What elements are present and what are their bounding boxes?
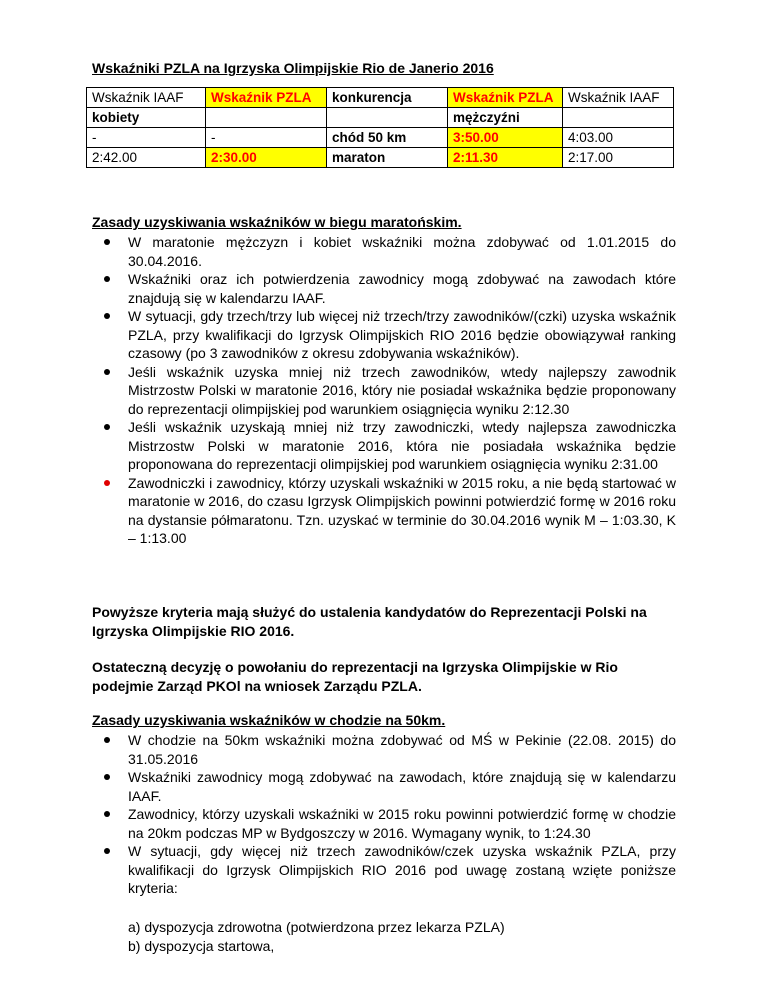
list-item <box>92 307 676 363</box>
gender-women: kobiety <box>87 108 206 128</box>
header-pzla-men: Wskaźnik PZLA <box>448 88 563 108</box>
header-iaaf-men: Wskaźnik IAAF <box>563 88 674 108</box>
page-title: Wskaźniki PZLA na Igrzyska Olimpijskie Rio de Janerio 2016 <box>92 60 494 76</box>
sub-item-form: b) dyspozycja startowa, <box>128 938 275 954</box>
table-cell-pzla-men: 3:50.00 <box>448 128 563 148</box>
bullet-icon <box>104 239 110 245</box>
walk-rules-list <box>92 731 676 898</box>
header-event: konkurencja <box>327 88 448 108</box>
list-item <box>92 842 676 898</box>
bullet-icon <box>104 774 110 780</box>
list-item <box>92 805 676 842</box>
bullet-icon <box>104 480 110 486</box>
marathon-heading: Zasady uzyskiwania wskaźników w biegu maratońskim. <box>92 214 462 230</box>
table-cell-pzla-women: 2:30.00 <box>206 148 327 168</box>
marathon-rules-list <box>92 233 676 548</box>
table-row <box>87 128 674 148</box>
list-item-text: Zawodnicy, którzy uzyskali wskaźniki w 2015 roku powinni potwierdzić formę w chodzie na 20km podczas MP w Bydgoszczy w 2016. Wymagany wynik, to 1:24.30 <box>128 806 676 841</box>
header-pzla-women: Wskaźnik PZLA <box>206 88 327 108</box>
bullet-icon <box>104 848 110 854</box>
sub-item-health: a) dyspozycja zdrowotna (potwierdzona przez lekarza PZLA) <box>128 919 505 935</box>
bullet-icon <box>104 313 110 319</box>
decision-note: Ostateczną decyzję o powołaniu do reprezentacji na Igrzyska Olimpijskie w Rio podejmie Zarząd PKOl na wniosek Zarządu PZLA. <box>92 659 618 694</box>
list-item-text: Zawodniczki i zawodnicy, którzy uzyskali wskaźniki w 2015 roku, a nie będą startować w maratonie w 2016, do czasu Igrzysk Olimpijskich powinni potwierdzić formę w 2016 roku na dystansie półmaratonu. Tzn. uzyskać w terminie do 30.04.2016 wynik M – 1:03.30, K – 1:13.00 <box>128 474 676 546</box>
bullet-icon <box>104 369 110 375</box>
bullet-icon <box>104 737 110 743</box>
header-iaaf-women: Wskaźnik IAAF <box>87 88 206 108</box>
gender-men: mężczyźni <box>448 108 563 128</box>
table-header-row <box>87 88 674 108</box>
table-cell: - <box>206 128 327 148</box>
list-item-text: W sytuacji, gdy trzech/trzy lub więcej niż trzech/trzy zawodników/(czki) uzyska wskaźnik PZLA, przy kwalifikacji do Igrzysk Olimpijskich RIO 2016 będzie obowiązywał ranking czasowy (po 3 zawodników z okresu zdobywania wskaźników). <box>128 308 676 361</box>
list-item <box>92 418 676 474</box>
table-cell-event: chód 50 km <box>327 128 448 148</box>
walk-heading: Zasady uzyskiwania wskaźników w chodzie na 50km. <box>92 712 446 728</box>
list-item-text: W sytuacji, gdy więcej niż trzech zawodników/czek uzyska wskaźnik PZLA, przy kwalifikacji do Igrzysk Olimpijskich RIO 2016 pod uwagę zostaną wzięte poniższe kryteria: <box>128 843 676 896</box>
qualification-table <box>86 87 674 168</box>
table-cell: 2:17.00 <box>563 148 674 168</box>
table-row <box>87 148 674 168</box>
bullet-icon <box>104 811 110 817</box>
bullet-icon <box>104 424 110 430</box>
list-item <box>92 731 676 768</box>
table-cell: 4:03.00 <box>563 128 674 148</box>
list-item <box>92 768 676 805</box>
list-item-text: Jeśli wskaźnik uzyskają mniej niż trzy zawodniczki, wtedy najlepsza zawodniczka Mistrzostw Polski w maratonie 2016, która nie posiadała wskaźnika będzie proponowana do reprezentacji olimpijskiej pod warunkiem osiągnięcia wyniku 2:31.00 <box>128 419 676 472</box>
table-gender-row <box>87 108 674 128</box>
table-cell-event: maraton <box>327 148 448 168</box>
table-cell <box>327 108 448 128</box>
list-item <box>92 270 676 307</box>
list-item <box>92 474 676 548</box>
criteria-note: Powyższe kryteria mają służyć do ustalenia kandydatów do Reprezentacji Polski na Igrzyska Olimpijskie RIO 2016. <box>92 604 647 639</box>
bullet-icon <box>104 276 110 282</box>
list-item-text: W chodzie na 50km wskaźniki można zdobywać od MŚ w Pekinie (22.08. 2015) do 31.05.2016 <box>128 732 676 767</box>
list-item-text: Wskaźniki zawodnicy mogą zdobywać na zawodach, które znajdują się w kalendarzu IAAF. <box>128 769 676 804</box>
table-cell-pzla-men: 2:11.30 <box>448 148 563 168</box>
table-cell <box>206 108 327 128</box>
table-cell: 2:42.00 <box>87 148 206 168</box>
list-item-text: W maratonie mężczyzn i kobiet wskaźniki można zdobywać od 1.01.2015 do 30.04.2016. <box>128 234 676 269</box>
list-item-text: Jeśli wskaźnik uzyska mniej niż trzech zawodników, wtedy najlepszy zawodnik Mistrzostw Polski w maratonie 2016, który nie posiadał wskaźnika będzie proponowany do reprezentacji olimpijskiej pod warunkiem osiągnięcia wyniku 2:12.30 <box>128 363 676 417</box>
table-cell <box>563 108 674 128</box>
list-item-text: Wskaźniki oraz ich potwierdzenia zawodnicy mogą zdobywać na zawodach które znajdują się w kalendarzu IAAF. <box>128 271 676 306</box>
table-cell: - <box>87 128 206 148</box>
list-item <box>92 233 676 270</box>
list-item <box>92 363 676 419</box>
